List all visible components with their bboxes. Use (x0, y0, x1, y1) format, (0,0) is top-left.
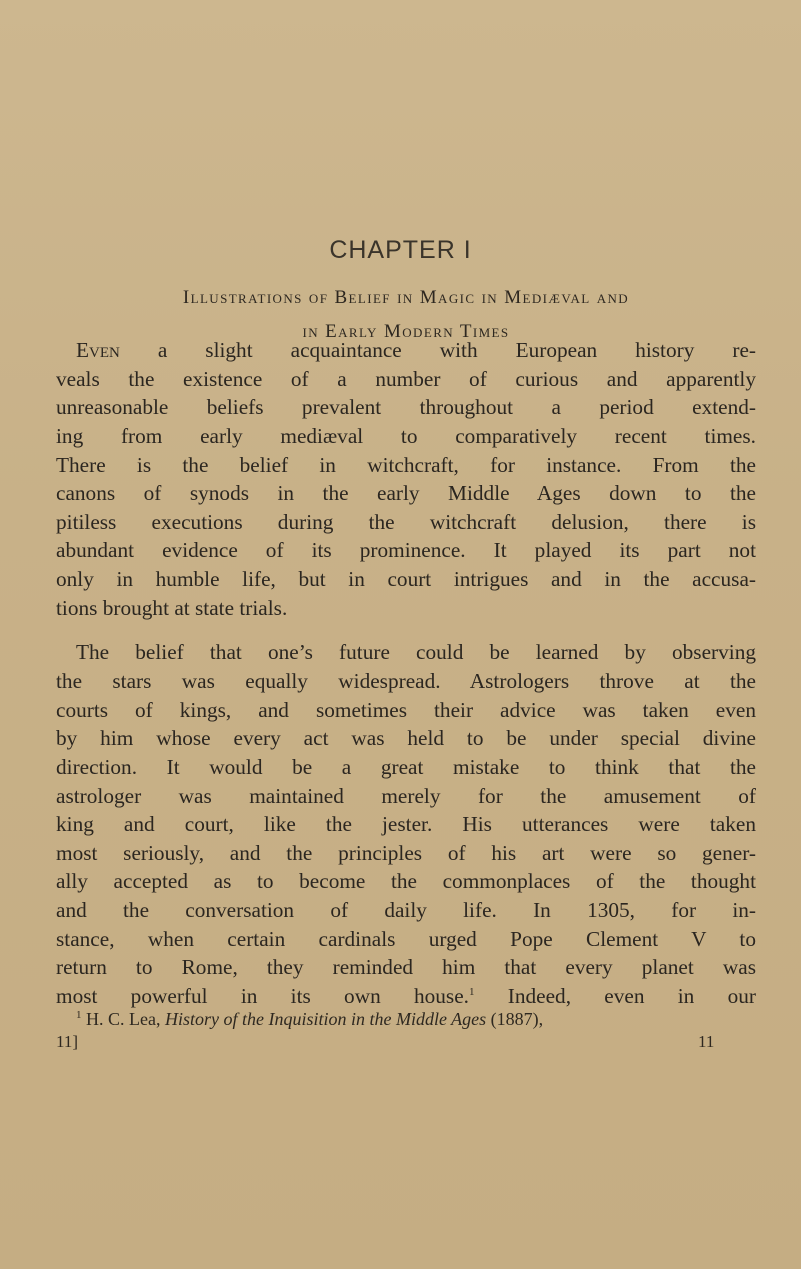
paragraph-2-line-7: king and court, like the jester. His utterances were taken (56, 812, 756, 836)
paragraph-1-line-8: abundant evidence of its prominence. It played its part not (56, 538, 756, 562)
paragraph-1-line-3: unreasonable beliefs prevalent throughout a period extend- (56, 395, 756, 419)
line-text: Indeed, even in our (474, 984, 756, 1008)
footnote-year: (1887), (486, 1009, 544, 1029)
chapter-title-line-2: in Early Modern Times (302, 321, 510, 342)
footnote-work-title: History of the Inquisition in the Middle Ages (164, 1009, 487, 1029)
paragraph-1-line-10: tions brought at state trials. (56, 596, 288, 620)
paragraph-2-line-4: by him whose every act was held to be under special divine (56, 726, 756, 750)
paragraph-2-line-1: The belief that one’s future could be learned by observing (76, 640, 756, 664)
paragraph-2-line-6: astrologer was maintained merely for the amusement of (56, 784, 756, 808)
paragraph-2-line-5: direction. It would be a great mistake to think that the (56, 755, 756, 779)
line-text: most powerful in its own house. (56, 984, 469, 1008)
chapter-title-line-1: Illustrations of Belief in Magic in Mediæval and (182, 287, 630, 308)
paragraph-1-line-9: only in humble life, but in court intrigues and in the accusa- (56, 567, 756, 591)
paragraph-2-line-3: courts of kings, and sometimes their advice was taken even (56, 698, 756, 722)
lead-word: Even (76, 338, 120, 362)
paragraph-1-line-4: ing from early mediæval to comparatively recent times. (56, 424, 756, 448)
paragraph-1-line-7: pitiless executions during the witchcraft delusion, there is (56, 510, 756, 534)
paragraph-1-line-2: veals the existence of a number of curious and apparently (56, 367, 756, 391)
chapter-heading: CHAPTER I (329, 236, 472, 264)
paragraph-2-line-11: stance, when certain cardinals urged Pope Clement V to (56, 927, 756, 951)
line-text: a slight acquaintance with European history re- (119, 338, 756, 362)
paragraph-2-line-12: return to Rome, they reminded him that every planet was (56, 955, 756, 979)
paragraph-2-line-9: ally accepted as to become the commonplaces of the thought (56, 869, 756, 893)
footnote-reference[interactable]: 1 (469, 985, 475, 998)
paragraph-1-line-5: There is the belief in witchcraft, for instance. From the (56, 453, 756, 477)
footnote-author: H. C. Lea, (81, 1009, 165, 1029)
footnote-marker: 1 (76, 1009, 82, 1021)
paragraph-2-line-10: and the conversation of daily life. In 1305, for in- (56, 898, 756, 922)
signature-mark: 11] (56, 1032, 79, 1051)
page-number: 11 (698, 1032, 715, 1051)
paragraph-1-line-1 (76, 336, 756, 364)
paragraph-2-line-2: the stars was equally widespread. Astrologers throve at the (56, 669, 756, 693)
paragraph-1-line-6: canons of synods in the early Middle Ages down to the (56, 481, 756, 505)
paragraph-2-line-8: most seriously, and the principles of his art were so gener- (56, 841, 756, 865)
paragraph-2-line-13 (56, 982, 756, 1010)
